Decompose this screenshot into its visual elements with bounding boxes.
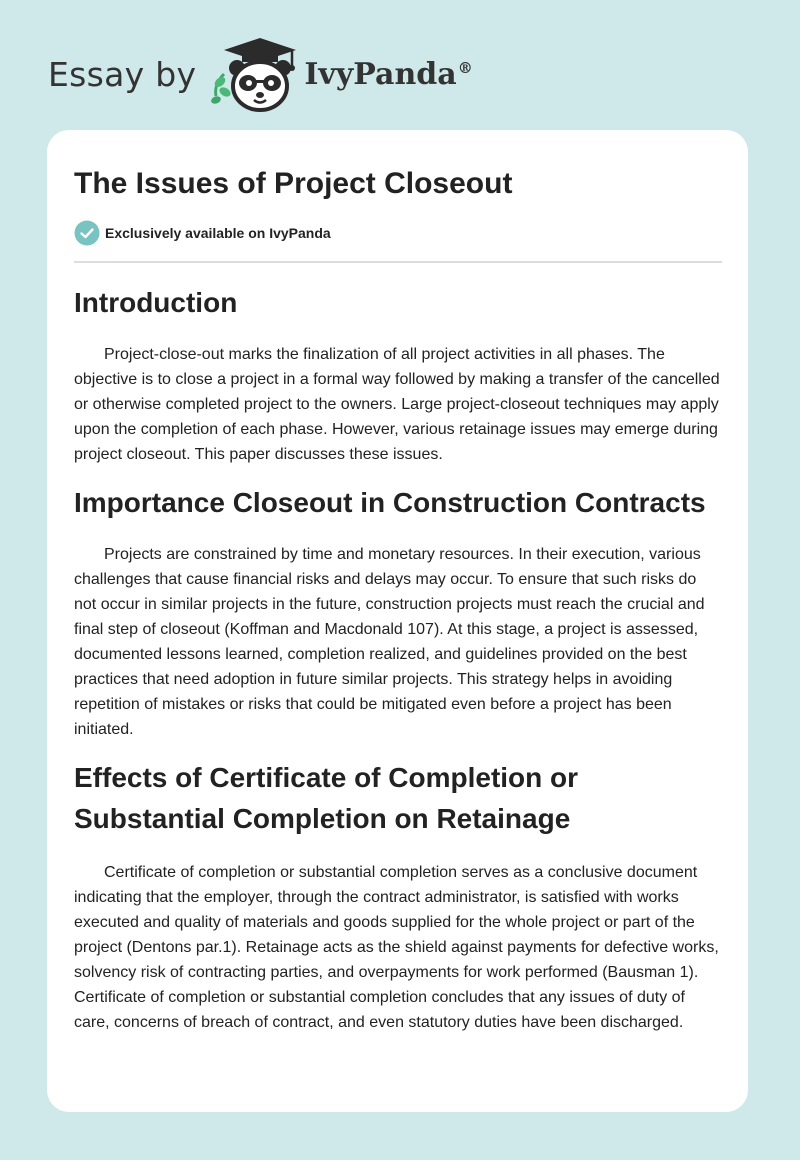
section-heading: Effects of Certificate of Completion or Substantial Completion on Retainage	[74, 762, 579, 834]
section-heading: Introduction	[74, 287, 238, 318]
section-paragraph: Projects are constrained by time and monetary resources. In their execution, various challenges that cause financial risks and delays may occur. To ensure that such risks do not occur in similar projects in the future, construction projects must reach the crucial and final step of closeout (Koffman and Macdonald 107). At this stage, a project is assessed, documented lessons learned, completion realized, and guidelines provided on the best practices that need adoption in future similar projects. This strategy helps in avoiding repetition of mistakes or risks that could be mitigated even before a project has been initiated.	[74, 546, 705, 738]
section-paragraph: Certificate of completion or substantial completion serves as a conclusive document indicating that the employer, through the contract administrator, is satisfied with works executed and quality of materials and goods supplied for the whole project or part of the project (Dentons par.1). Retainage acts as the shield against payments for defective works, solvency risk of contracting parties, and overpayments for work performed (Bausman 1). Certificate of completion or substantial completion concludes that any issues of duty of care, concerns of breach of contract, and even statutory duties have been discharged.	[74, 864, 719, 1031]
essay-title: The Issues of Project Closeout	[74, 167, 513, 200]
brand-header	[48, 34, 473, 114]
essay-card	[47, 130, 748, 1112]
check-circle-icon	[74, 220, 100, 246]
section-paragraph: Project-close-out marks the finalization of all project activities in all phases. The objective is to close a project in a formal way followed by making a transfer of the cancelled or otherwise completed project to the owners. Large project-closeout techniques may apply upon the completion of each phase. However, various retainage issues may emerge during project closeout. This paper discusses these issues.	[74, 346, 720, 463]
exclusive-badge	[74, 220, 722, 246]
panda-graduation-cap-icon	[210, 34, 302, 114]
brand-prefix: Essay by	[48, 54, 197, 94]
divider	[74, 261, 722, 263]
badge-text: Exclusively available on IvyPanda	[105, 225, 331, 241]
section-heading: Importance Closeout in Construction Contracts	[74, 487, 706, 518]
brand-name: IvyPanda®	[304, 56, 473, 92]
